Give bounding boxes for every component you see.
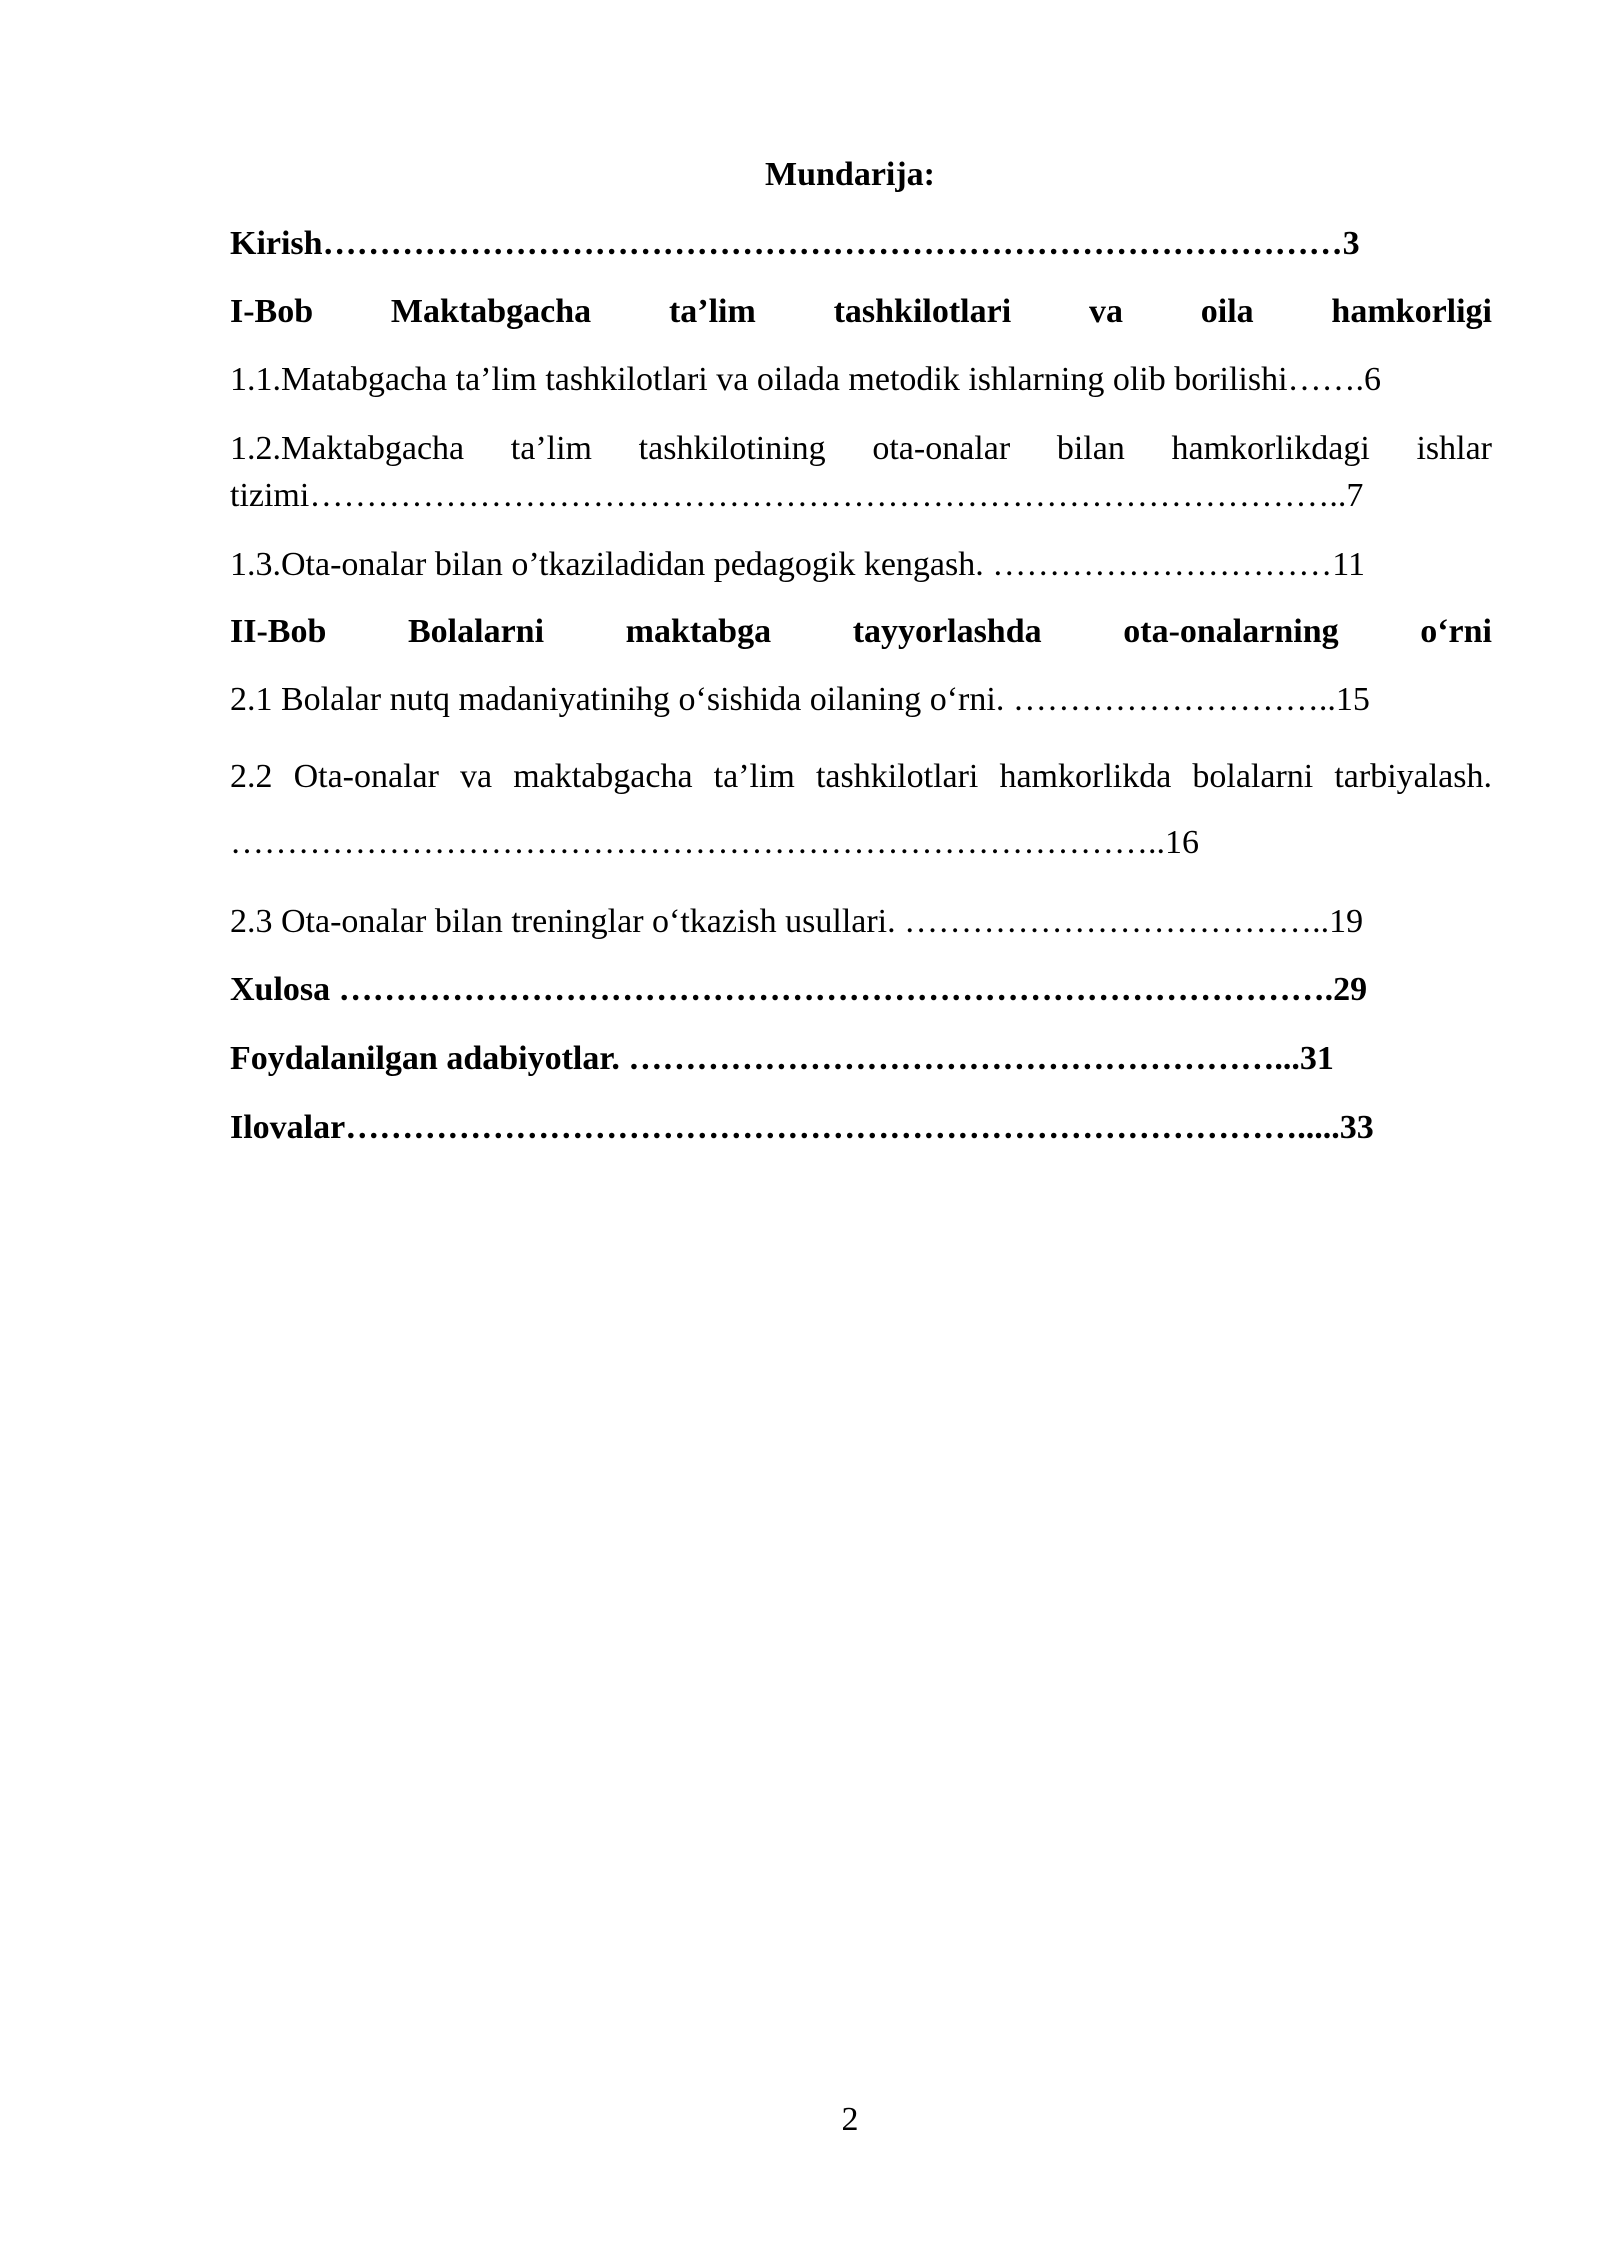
toc-entry-kirish: Kirish………………………………………………………………………………3	[230, 225, 1360, 262]
toc-entry-1-2: 1.2.Maktabgacha ta’lim tashkilotining ota-onalar bilan hamkorlikdagi ishlar tizimi………………………………………………………………………………..7	[230, 430, 1492, 514]
page-title: Mundarija:	[765, 156, 935, 193]
toc-entry-chapter-2: II-Bob Bolalarni maktabga tayyorlashda ota-onalarning o‘rni	[230, 613, 1492, 650]
toc-entry-2-3: 2.3 Ota-onalar bilan treninglar o‘tkazish usullari. ………………………………..19	[230, 903, 1364, 940]
toc-entry-1-1: 1.1.Matabgacha ta’lim tashkilotlari va oilada metodik ishlarning olib borilishi…….6	[230, 361, 1382, 398]
toc-entry-1-3: 1.3.Ota-onalar bilan o’tkaziladidan pedagogik kengash. …………………………11	[230, 546, 1365, 583]
toc-entry-chapter-1: I-Bob Maktabgacha ta’lim tashkilotlari va oila hamkorligi	[230, 293, 1492, 330]
toc-entry-2-2: 2.2 Ota-onalar va maktabgacha ta’lim tashkilotlari hamkorlikda bolalarni tarbiyalash. ………………………………………………………………………..16	[230, 758, 1492, 861]
table-of-contents	[230, 220, 1492, 1151]
toc-entry-xulosa: Xulosa …………………………………………………………………………….29	[230, 971, 1368, 1008]
toc-entry-adabiyotlar: Foydalanilgan adabiyotlar. …………………………………………………...31	[230, 1040, 1334, 1077]
toc-entry-ilovalar: Ilovalar………………………………………………………………………….....33	[230, 1109, 1374, 1146]
page-number: 2	[841, 2101, 859, 2138]
toc-entry-2-1: 2.1 Bolalar nutq madaniyatinihg o‘sishida oilaning o‘rni. ………………………..15	[230, 681, 1370, 718]
